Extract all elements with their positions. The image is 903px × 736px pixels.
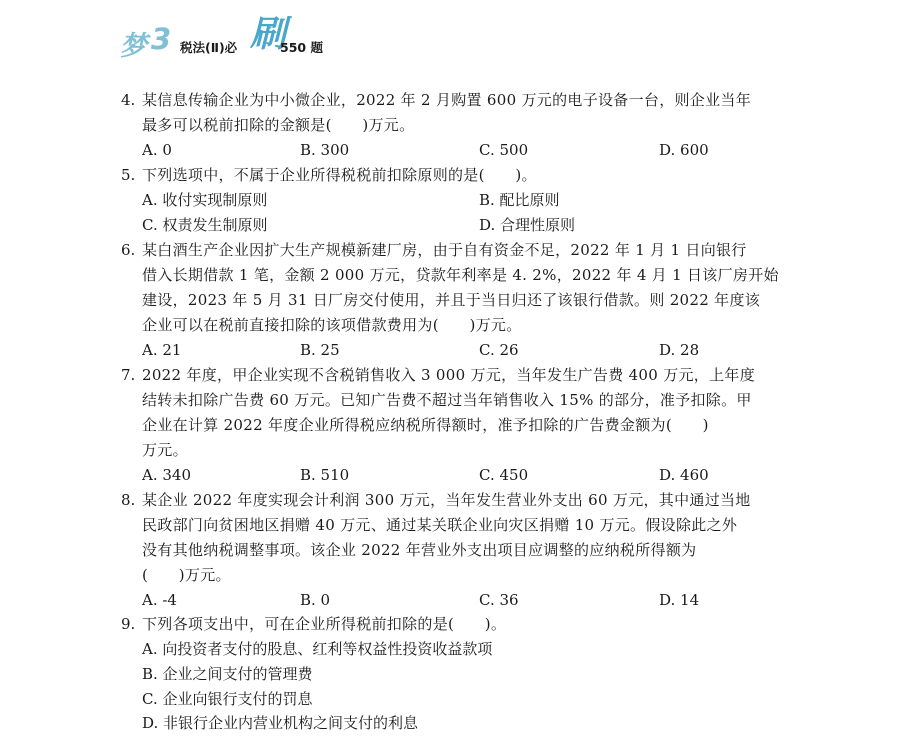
option-d: D. 14 [659, 591, 700, 609]
option-a: A. 收付实现制原则 [142, 191, 268, 209]
option-b: B. 25 [300, 341, 340, 359]
option-c: C. 权责发生制原则 [142, 216, 268, 234]
page-header [120, 14, 420, 66]
brand-logo-number: 3 [151, 22, 172, 56]
option-c: C. 500 [479, 141, 529, 159]
question-text-line: 下列各项支出中，可在企业所得税前扣除的是( )。 [142, 615, 507, 633]
option-b: B. 企业之间支付的管理费 [142, 665, 313, 683]
question-text-line: 某信息传输企业为中小微企业，2022 年 2 月购置 600 万元的电子设备一台，则企业当年 [142, 91, 751, 109]
option-a: A. 340 [142, 466, 191, 484]
question-number: 8. [121, 491, 136, 509]
question-number: 6. [121, 241, 136, 259]
option-a: A. -4 [142, 591, 177, 609]
option-b: B. 510 [300, 466, 350, 484]
question-text-line: 企业可以在税前直接扣除的该项借款费用为( )万元。 [142, 316, 522, 334]
option-c: C. 36 [479, 591, 519, 609]
option-b: B. 0 [300, 591, 331, 609]
option-c: C. 450 [479, 466, 529, 484]
question-number: 4. [121, 91, 136, 109]
question-text-line: ( )万元。 [142, 566, 231, 584]
option-d: D. 合理性原则 [479, 216, 576, 234]
question-number: 7. [121, 366, 136, 384]
question-number: 5. [121, 166, 136, 184]
option-b: B. 配比原则 [479, 191, 560, 209]
option-d: D. 28 [659, 341, 700, 359]
option-a: A. 0 [142, 141, 172, 159]
question-text-line: 2022 年度，甲企业实现不含税销售收入 3 000 万元，当年发生广告费 400 万元，上年度 [142, 366, 755, 384]
question-text-line: 建设，2023 年 5 月 31 日厂房交付使用，并且于当日归还了该银行借款。则 2022 年度该 [142, 291, 761, 309]
question-text-line: 借入长期借款 1 笔，金额 2 000 万元，贷款年利率是 4. 2%，2022 年 4 月 1 日该厂房开始 [142, 266, 779, 284]
brand-logo-brush: 刷 [250, 14, 287, 55]
question-text-line: 民政部门向贫困地区捐赠 40 万元、通过某关联企业向灾区捐赠 10 万元。假设除此之外 [142, 516, 738, 534]
question-text-line: 万元。 [142, 441, 188, 459]
question-text-line: 企业在计算 2022 年度企业所得税应纳税所得额时，准予扣除的广告费金额为( ) [142, 416, 709, 434]
option-a: A. 21 [142, 341, 182, 359]
question-text-line: 最多可以税前扣除的金额是( )万元。 [142, 116, 415, 134]
option-a: A. 向投资者支付的股息、红利等权益性投资收益款项 [142, 640, 493, 658]
question-text-line: 下列选项中，不属于企业所得税税前扣除原则的是( )。 [142, 166, 537, 184]
option-d: D. 非银行企业内营业机构之间支付的利息 [142, 714, 419, 732]
option-c: C. 26 [479, 341, 519, 359]
brand-logo-meng: 梦 [120, 31, 146, 62]
option-b: B. 300 [300, 141, 350, 159]
question-text-line: 结转未扣除广告费 60 万元。已知广告费不超过当年销售收入 15% 的部分，准予扣除。甲 [142, 391, 752, 409]
question-text-line: 没有其他纳税调整事项。该企业 2022 年营业外支出项目应调整的应纳税所得额为 [142, 541, 697, 559]
question-text-line: 某白酒生产企业因扩大生产规模新建厂房，由于自有资金不足，2022 年 1 月 1 日向银行 [142, 241, 747, 259]
option-d: D. 460 [659, 466, 709, 484]
question-number: 9. [121, 615, 136, 633]
option-d: D. 600 [659, 141, 709, 159]
book-subject: 税法(Ⅱ)必 [180, 40, 238, 55]
option-c: C. 企业向银行支付的罚息 [142, 690, 313, 708]
book-question-count: 550 题 [280, 40, 323, 55]
question-text-line: 某企业 2022 年度实现会计利润 300 万元，当年发生营业外支出 60 万元，其中通过当地 [142, 491, 751, 509]
